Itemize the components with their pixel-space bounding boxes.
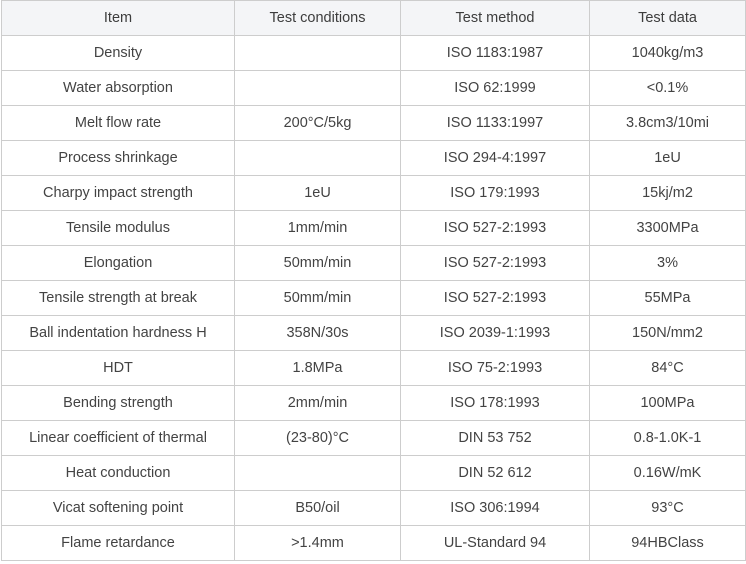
cell-test-method: ISO 179:1993 [401,176,590,211]
cell-test-method: ISO 527-2:1993 [401,246,590,281]
cell-test-data: <0.1% [590,71,746,106]
cell-test-conditions: 50mm/min [235,281,401,316]
cell-test-conditions: B50/oil [235,491,401,526]
cell-test-data: 0.8-1.0K-1 [590,421,746,456]
cell-test-data: 150N/mm2 [590,316,746,351]
column-header-item: Item [2,1,235,36]
cell-item: Charpy impact strength [2,176,235,211]
cell-test-method: DIN 53 752 [401,421,590,456]
cell-test-data: 84°C [590,351,746,386]
cell-test-method: ISO 62:1999 [401,71,590,106]
cell-test-data: 1040kg/m3 [590,36,746,71]
table-header [2,1,746,36]
cell-item: Process shrinkage [2,141,235,176]
cell-test-method: ISO 294-4:1997 [401,141,590,176]
cell-test-conditions [235,141,401,176]
cell-test-conditions: 2mm/min [235,386,401,421]
table-row [2,421,746,456]
table-row [2,351,746,386]
table-row [2,281,746,316]
header-row [2,1,746,36]
cell-test-data: 3300MPa [590,211,746,246]
table-row [2,106,746,141]
cell-item: Linear coefficient of thermal [2,421,235,456]
table-row [2,211,746,246]
cell-test-data: 94HBClass [590,526,746,561]
column-header-test-conditions: Test conditions [235,1,401,36]
cell-test-data: 0.16W/mK [590,456,746,491]
table-row [2,456,746,491]
cell-test-method: ISO 178:1993 [401,386,590,421]
cell-test-method: ISO 306:1994 [401,491,590,526]
material-spec-table [1,0,746,561]
cell-item: Ball indentation hardness H [2,316,235,351]
cell-test-data: 3% [590,246,746,281]
cell-test-data: 1eU [590,141,746,176]
cell-item: Elongation [2,246,235,281]
table-row [2,386,746,421]
cell-test-data: 3.8cm3/10mi [590,106,746,141]
cell-item: Melt flow rate [2,106,235,141]
cell-test-conditions: >1.4mm [235,526,401,561]
table-row [2,526,746,561]
cell-test-conditions: 1eU [235,176,401,211]
cell-test-conditions [235,456,401,491]
table-row [2,71,746,106]
cell-test-conditions: 1.8MPa [235,351,401,386]
cell-test-conditions: 358N/30s [235,316,401,351]
column-header-test-method: Test method [401,1,590,36]
cell-test-conditions: 200°C/5kg [235,106,401,141]
cell-test-method: ISO 527-2:1993 [401,281,590,316]
table-body [2,36,746,561]
table-row [2,491,746,526]
cell-test-method: ISO 1133:1997 [401,106,590,141]
cell-item: Heat conduction [2,456,235,491]
cell-item: Flame retardance [2,526,235,561]
table-row [2,246,746,281]
cell-test-method: ISO 75-2:1993 [401,351,590,386]
cell-test-method: ISO 527-2:1993 [401,211,590,246]
cell-test-method: ISO 2039-1:1993 [401,316,590,351]
cell-test-data: 55MPa [590,281,746,316]
cell-item: Vicat softening point [2,491,235,526]
table-row [2,176,746,211]
column-header-test-data: Test data [590,1,746,36]
cell-test-conditions: 50mm/min [235,246,401,281]
cell-item: Tensile strength at break [2,281,235,316]
table-row [2,316,746,351]
cell-test-data: 100MPa [590,386,746,421]
cell-test-data: 15kj/m2 [590,176,746,211]
table-row [2,141,746,176]
cell-item: Bending strength [2,386,235,421]
cell-test-method: ISO 1183:1987 [401,36,590,71]
cell-test-conditions: 1mm/min [235,211,401,246]
cell-item: HDT [2,351,235,386]
cell-test-conditions [235,71,401,106]
cell-item: Density [2,36,235,71]
cell-test-method: DIN 52 612 [401,456,590,491]
cell-test-conditions: (23-80)°C [235,421,401,456]
cell-test-conditions [235,36,401,71]
table-row [2,36,746,71]
cell-test-data: 93°C [590,491,746,526]
cell-test-method: UL-Standard 94 [401,526,590,561]
cell-item: Tensile modulus [2,211,235,246]
cell-item: Water absorption [2,71,235,106]
